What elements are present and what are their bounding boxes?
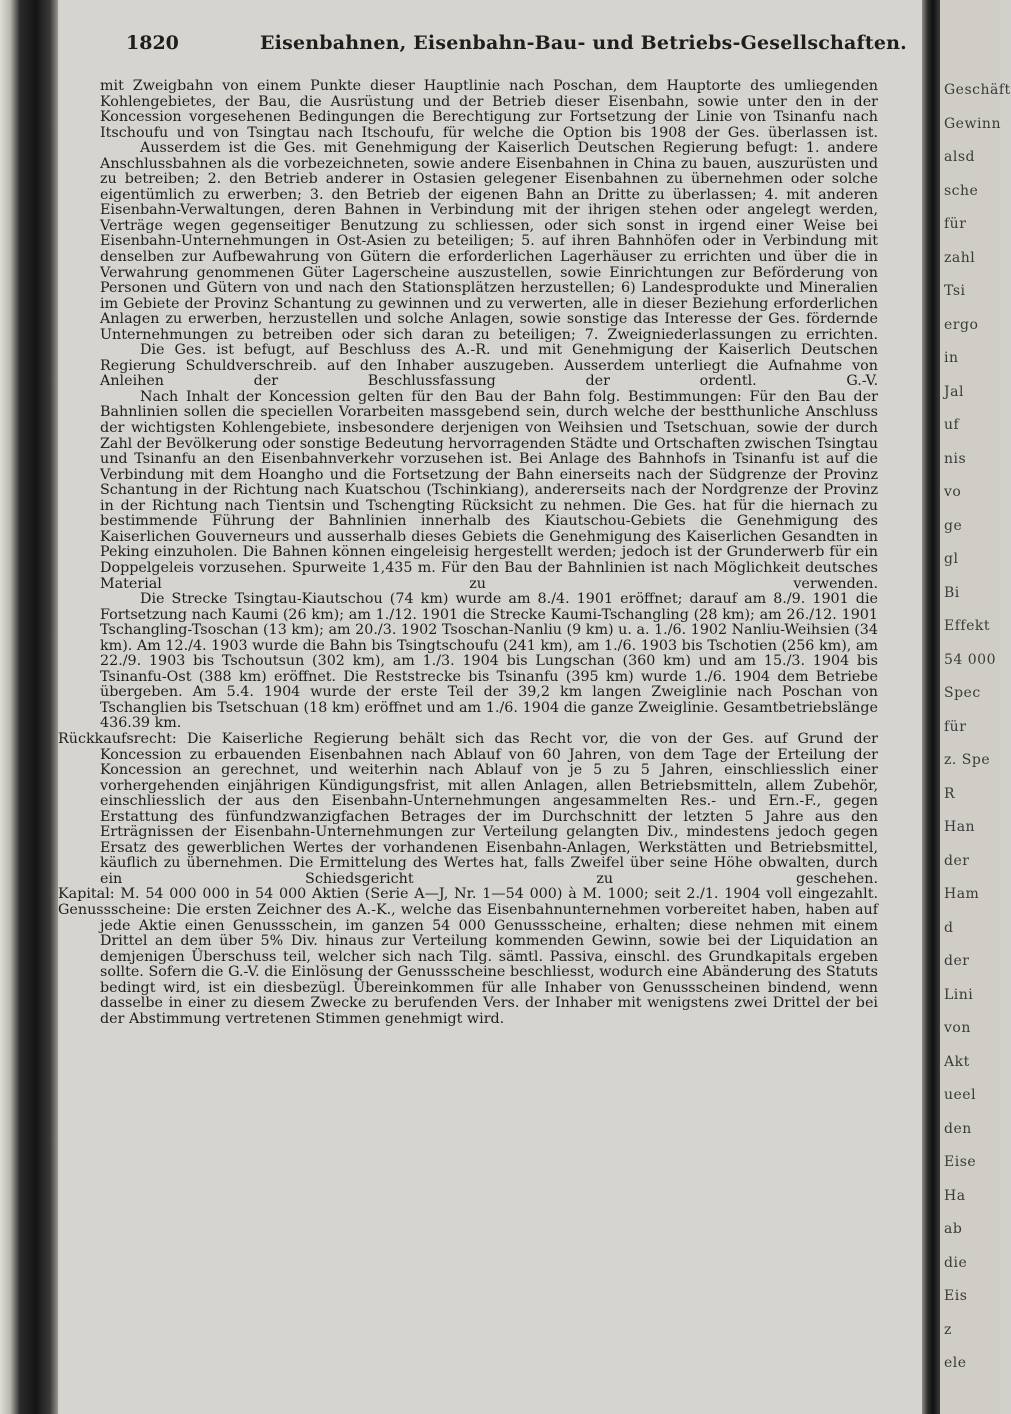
next-page-fragment: Spec bbox=[944, 685, 981, 701]
next-page-fragment: alsd bbox=[944, 149, 975, 165]
next-page-fragment: z bbox=[944, 1321, 952, 1338]
next-page-fragment: Lini bbox=[944, 986, 974, 1003]
next-page-fragment: in bbox=[944, 350, 959, 366]
next-page-fragment: gl bbox=[944, 551, 959, 567]
next-page-fragment: Ha bbox=[944, 1187, 966, 1204]
paragraph-powers: Ausserdem ist die Ges. mit Genehmigung der Kaiserlich Deutschen Regierung befugt: 1. andere Anschlussbahnen als die vorbezeichneten, sowie andere Eisenbahnen in China zu bauen, auszurüsten und zu betreiben; 2. den Betrieb anderer in Ostasien gelegener Eisenbahnen zu übernehmen oder solche eigentümlich zu erwerben; 3. den Betrieb der eigenen Bahn an Dritte zu überlassen; 4. mit anderen Eisenbahn-Verwaltungen, deren Bahnen in Verbindung mit der ihrigen stehen oder angelegt werden, Verträge wegen gegenseitiger Benutzung zu schliessen, oder sich sonst in irgend einer Weise bei Eisenbahn-Unternehmungen in Ost-Asien zu beteiligen; 5. auf ihren Bahnhöfen oder in Verbindung mit denselben zur Aufbewahrung von Gütern die erforderlichen Lagerhäuser zu errichten und über die in Verwahrung genommenen Güter Lagerscheine auszustellen, sowie Einrichtungen zur Beförderung von Personen und Gütern von und nach den Stationsplätzen herzustellen; 6) Landesprodukte und Mineralien im Gebiete der Provinz Schantung zu gewinnen und zu verwerten, alle in dieser Beziehung erforderlichen Anlagen zu erwerben, herzustellen und solche Anlagen, sowie sonstige das Interesse der Ges. fördernde Unternehmungen zu betreiben oder sich daran zu beteiligen; 7. Zweigniederlassungen zu errichten. bbox=[100, 140, 878, 343]
next-page-fragment: den bbox=[944, 1120, 972, 1137]
next-page-fragment: sche bbox=[944, 182, 979, 199]
next-page-fragment: ergo bbox=[944, 316, 979, 333]
next-page-fragment: Han bbox=[944, 819, 976, 835]
next-page-fragment: Geschäft bbox=[944, 82, 1011, 98]
next-page-fragment: von bbox=[944, 1020, 971, 1036]
section-label: Kapital: bbox=[58, 886, 115, 903]
next-page-fragment: Jal bbox=[944, 383, 964, 400]
next-page-edge bbox=[940, 0, 1011, 1414]
section-text: Die ersten Zeichner des A.-K., welche das Eisenbahnunternehmen vorbereitet haben, haben auf jede Aktie einen Genussschein, im ganzen 54 000 Genussscheine, erhalten; diese nehmen mit einem Drittel an dem über 5% Div. hinaus zur Verteilung kommenden Gewinn, sowie bei der Liquidation an demjenigen Überschuss teil, welcher sich nach Tilg. sämtl. Passiva, einschl. des Grundkapitals ergeben sollte. Sofern die G.-V. die Einlösung der Genussscheine beschliesst, wodurch eine Abänderung des Statuts bedingt wird, ist ein diesbezügl. Übereinkommen für alle Inhaber von Genussscheinen bindend, wenn dasselbe in einer zu diesem Zwecke zu berufenden Vers. der Inhaber mit wenigstens zwei Drittel der bei der Abstimmung vertretenen Stimmen genehmigt wird. bbox=[100, 901, 879, 1027]
next-page-fragment: Eis bbox=[944, 1288, 968, 1304]
section-label: Rückkaufsrecht: bbox=[58, 730, 177, 747]
next-page-fragment: der bbox=[944, 953, 970, 969]
next-page-fragment: der bbox=[944, 852, 970, 869]
next-page-fragment: für bbox=[944, 718, 967, 735]
next-page-fragment: Eise bbox=[944, 1154, 977, 1170]
paragraph-construction-rules: Nach Inhalt der Koncession gelten für den Bau der Bahn folg. Bestimmungen: Für den Bau der Bahnlinien sollen die speciellen Vorarbeiten massgebend sein, durch welche der bestthunliche Anschluss der wichtigsten Kohlengebiete, insbesondere derjenigen von Weihsien und Tsetschuan, sowie der durch Zahl der Bevölkerung oder sonstige Bedeutung hervorragenden Städte und Ortschaften zwischen Tsingtau und Tsinanfu an den Eisenbahnverkehr vorzusehen ist. Bei Anlage des Bahnhofs in Tsinanfu ist auf die Verbindung mit dem Hoangho und die Fortsetzung der Bahn einerseits nach der Südgrenze der Provinz Schantung in der Richtung nach Kuatschou (Tschinkiang), andererseits nach der Nordgrenze der Provinz in der Richtung nach Tientsin und Tschengting Rücksicht zu nehmen. Die Ges. hat für die hiernach zu bestimmende Führung der Bahnlinien innerhalb des Kiautschou-Gebiets die Genehmigung des Kaiserlichen Gouverneurs und ausserhalb dieses Gebiets die Genehmigung des Kaiserlichen Gesandten in Peking einzuholen. Die Bahnen können eingeleisig hergestellt werden; jedoch ist der Grunderwerb für ein Doppelgeleis vorzusehen. Spurweite 1,435 m. Für den Bau der Bahnlinien ist nach Möglichkeit deutsches Material zu verwenden. bbox=[100, 388, 878, 592]
page-gutter-shadow bbox=[922, 0, 940, 1414]
next-page-fragment: vo bbox=[944, 484, 962, 500]
paragraph-bonds: Die Ges. ist befugt, auf Beschluss des A.-R. und mit Genehmigung der Kaiserlich Deutschen Regierung Schuldverschreib. auf den Inhaber auszugeben. Ausserdem unterliegt die Aufnahme von Anleihen der Beschlussfassung der ordentl. G.-V. bbox=[100, 342, 878, 390]
running-title: Eisenbahnen, Eisenbahn-Bau- und Betriebs-Gesellschaften. bbox=[260, 32, 907, 54]
next-page-fragment: Effekt bbox=[944, 618, 990, 634]
paragraph-continuation: mit Zweigbahn von einem Punkte dieser Hauptlinie nach Poschan, dem Hauptorte des umliegenden Kohlengebietes, der Bau, die Ausrüstung und der Betrieb dieser Eisenbahn, sowie unter den in der Koncession vorgesehenen Bedingungen die Berechtigung zur Fortsetzung der Linie von Tsinanfu nach Itschoufu und von Tsingtau nach Itschoufu, für welche die Option bis 1908 der Ges. überlassen ist. bbox=[100, 78, 878, 141]
next-page-fragment: ueel bbox=[944, 1087, 977, 1103]
section-text: Die Kaiserliche Regierung behält sich das Recht vor, die von der Ges. auf Grund der Koncession zu erbauenden Eisenbahnen nach Ablauf von 60 Jahren, von dem Tage der Erteilung der Koncession an gerechnet, und weiterhin nach Ablauf von je 5 zu 5 Jahren, einschliesslich einer vorhergehenden einjährigen Kündigungsfrist, mit allen Anlagen, allen Betriebsmitteln, allem Zubehör, einschliesslich der aus den Eisenbahn-Unternehmungen angesammelten Res.- und Ern.-F., gegen Erstattung des fünfundzwanzigfachen Betrages der im Durchschnitt der letzten 5 Jahre aus den Erträgnissen der Eisenbahn-Unternehmungen zur Verteilung gelangten Div., mindestens jedoch gegen Ersatz des gewerblichen Wertes der vorhandenen Eisenbahn-Anlagen, Werkstätten und Betriebsmittel, käuflich zu übernehmen. Die Ermittelung des Wertes hat, falls Zweifel über seine Höhe obwalten, durch ein Schiedsgericht zu geschehen. bbox=[100, 730, 878, 887]
next-page-fragment: d bbox=[944, 919, 954, 936]
paragraph-openings: Die Strecke Tsingtau-Kiautschou (74 km) wurde am 8./4. 1901 eröffnet; darauf am 8./9. 1901 die Fortsetzung nach Kaumi (26 km); am 1./12. 1901 die Strecke Kaumi-Tschangling (28 km); am 26./12. 1901 Tschangling-Tsoschan (13 km); am 20./3. 1902 Tsoschan-Nanliu (9 km) u. a. 1./6. 1902 Nanliu-Weihsien (34 km). Am 12./4. 1903 wurde die Bahn bis Tsingtschoufu (241 km), am 1./6. 1903 bis Tschotien (256 km), am 22./9. 1903 bis Tschoutsun (302 km), am 1./3. 1904 bis Lungschan (360 km) und am 15./3. 1904 bis Tsinanfu-Ost (388 km) eröffnet. Die Reststrecke bis Tsinanfu (395 km) wurde 1./6. 1904 dem Betriebe übergeben. Am 5.4. 1904 wurde der erste Teil der 39,2 km langen Zweiglinie nach Poschan von Tschanglien bis Tsetschuan (18 km) eröffnet und am 1./6. 1904 die ganze Zweiglinie. Gesamtbetriebslänge 436.39 km. bbox=[100, 591, 878, 732]
next-page-fragment: Akt bbox=[944, 1053, 970, 1070]
next-page-fragment: Bi bbox=[944, 584, 960, 601]
next-page-fragment: Tsi bbox=[944, 283, 966, 299]
next-page-fragment: zahl bbox=[944, 249, 976, 266]
next-page-fragment: die bbox=[944, 1254, 968, 1271]
next-page-fragment: nis bbox=[944, 450, 967, 467]
next-page-fragment: z. Spe bbox=[944, 752, 991, 768]
next-page-fragment: ele bbox=[944, 1355, 967, 1371]
next-page-fragment: für bbox=[944, 216, 967, 232]
next-page-fragment: ge bbox=[944, 517, 963, 534]
next-page-fragment: ab bbox=[944, 1221, 963, 1237]
section-rueckkaufsrecht bbox=[58, 732, 878, 887]
section-genussscheine bbox=[58, 903, 878, 1027]
book-spine-shadow bbox=[0, 0, 58, 1414]
section-kapital bbox=[58, 887, 878, 903]
next-page-fragment: 54 000 bbox=[944, 651, 996, 668]
next-page-fragment: Ham bbox=[944, 886, 980, 902]
section-label: Genussscheine: bbox=[58, 901, 172, 918]
page-number: 1820 bbox=[126, 32, 179, 54]
section-text: M. 54 000 000 in 54 000 Aktien (Serie A—J, Nr. 1—54 000) à M. 1000; seit 2./1. 1904 voll eingezahlt. bbox=[120, 886, 878, 903]
next-page-fragment: R bbox=[944, 785, 956, 802]
next-page-fragment: Gewinn bbox=[944, 115, 1001, 132]
next-page-fragment: uf bbox=[944, 417, 960, 433]
document-body bbox=[58, 79, 920, 1027]
